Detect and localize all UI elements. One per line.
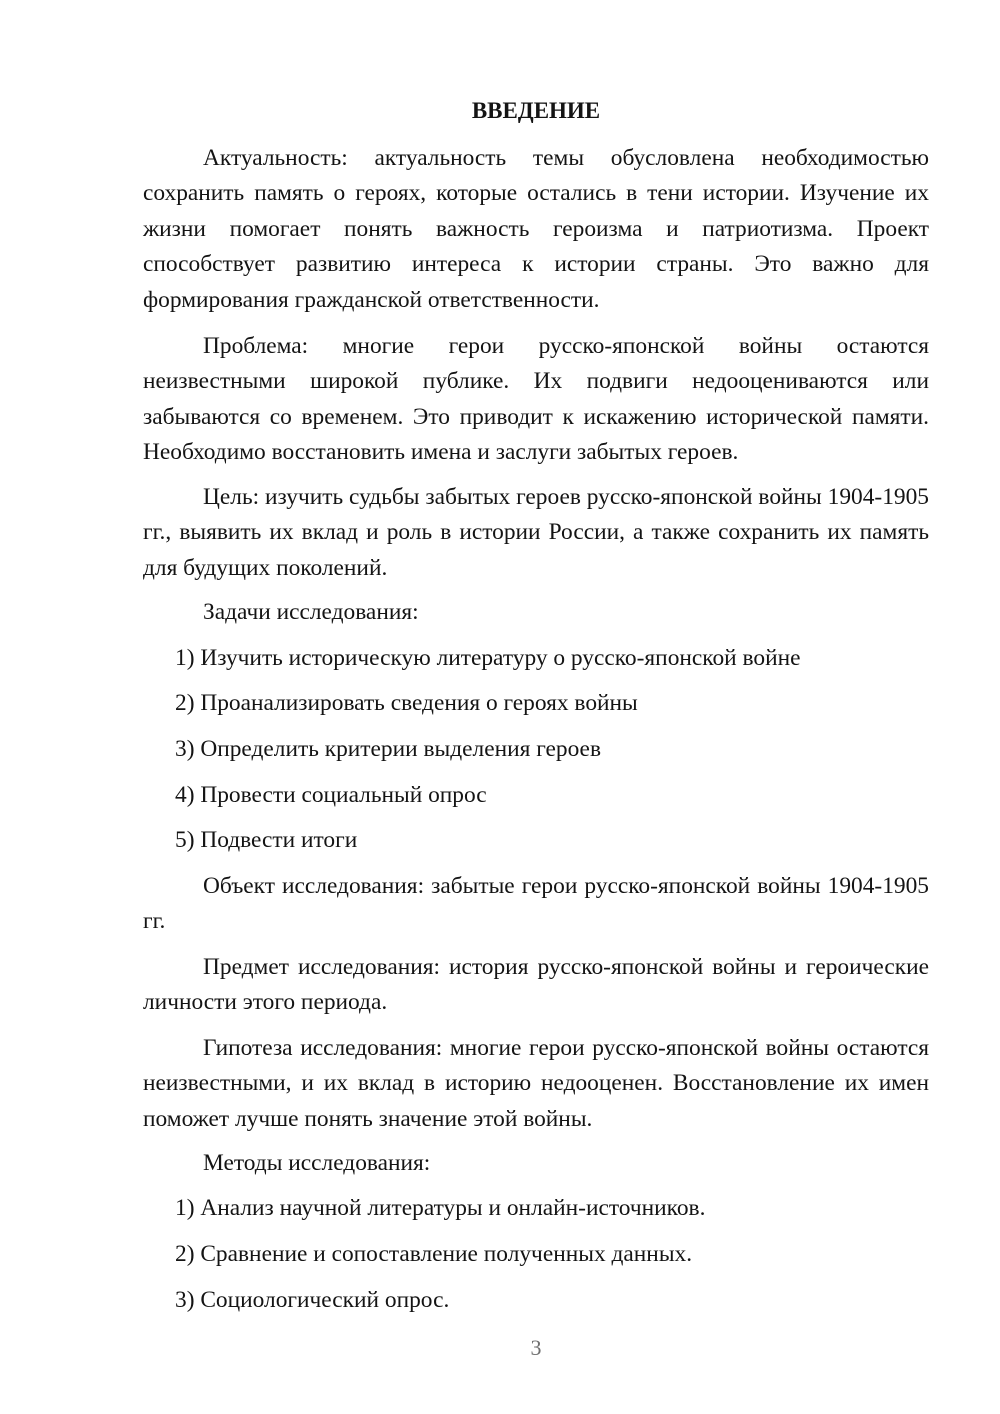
page-number: 3 bbox=[530, 1335, 542, 1360]
task-item-1: 1) Изучить историческую литературу о русско-японской войне bbox=[175, 645, 801, 671]
task-item-3: 3) Определить критерии выделения героев bbox=[175, 736, 601, 762]
method-item-1: 1) Анализ научной литературы и онлайн-источников. bbox=[175, 1195, 706, 1221]
tasks-heading: Задачи исследования: bbox=[203, 599, 419, 625]
method-item-2: 2) Сравнение и сопоставление полученных данных. bbox=[175, 1241, 693, 1267]
paragraph-goal: Цель: изучить судьбы забытых героев русско-японской войны 1904-1905 гг., выявить их вклад и роль в истории России, а также сохранить их память для будущих поколений. bbox=[143, 484, 929, 581]
task-item-4: 4) Провести социальный опрос bbox=[175, 782, 487, 808]
paragraph-relevance: Актуальность: актуальность темы обусловлена необходимостью сохранить память о героях, которые остались в тени истории. Изучение их жизни помогает понять важность героизма и патриотизма. Проект способствует развитию интереса к истории страны. Это важно для формирования гражданской ответственности. bbox=[143, 145, 929, 313]
page-title: ВВЕДЕНИЕ bbox=[471, 98, 601, 123]
task-item-2: 2) Проанализировать сведения о героях войны bbox=[175, 690, 638, 716]
paragraph-object: Объект исследования: забытые герои русско-японской войны 1904-1905 гг. bbox=[143, 873, 929, 935]
methods-heading: Методы исследования: bbox=[203, 1150, 431, 1176]
task-item-5: 5) Подвести итоги bbox=[175, 827, 358, 853]
paragraph-hypothesis: Гипотеза исследования: многие герои русско-японской войны остаются неизвестными, и их вклад в историю недооценен. Восстановление их имен поможет лучше понять значение этой войны. bbox=[143, 1035, 929, 1132]
paragraph-problem: Проблема: многие герои русско-японской войны остаются неизвестными широкой публике. Их подвиги недооцениваются или забываются со временем. Это приводит к искажению исторической памяти. Необходимо восстановить имена и заслуги забытых героев. bbox=[143, 333, 929, 466]
paragraph-subject: Предмет исследования: история русско-японской войны и героические личности этого периода. bbox=[143, 954, 929, 1016]
method-item-3: 3) Социологический опрос. bbox=[175, 1287, 450, 1313]
